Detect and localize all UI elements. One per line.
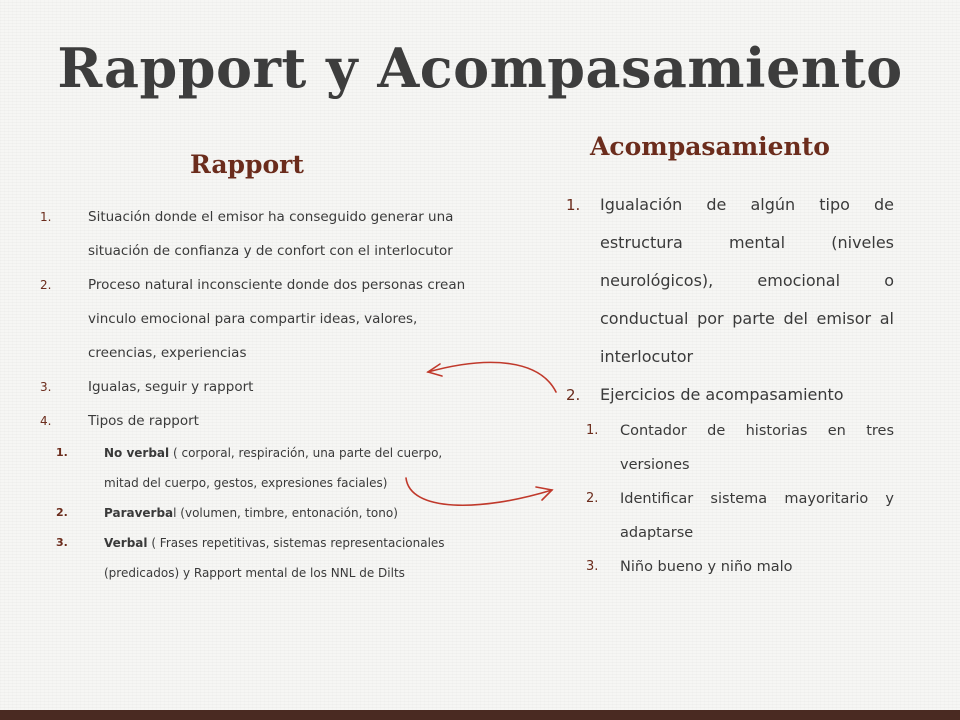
item-text: Igualas, seguir y rapport [88, 379, 254, 395]
item-text: Identificar sistema mayoritario y adaptarse [620, 491, 894, 541]
sublist-item [586, 482, 894, 550]
sublist-item [56, 438, 480, 498]
item-number: 2. [586, 491, 599, 506]
list-item [40, 370, 480, 404]
acompasamiento-list [566, 186, 894, 584]
item-label: Paraverba [104, 506, 174, 520]
item-text: Igualación de algún tipo de estructura mental (niveles neurológicos), emocional o conductual por parte del emisor al interlocutor [600, 195, 894, 366]
sublist-item [56, 528, 480, 588]
item-number: 2. [56, 506, 68, 519]
rapport-heading: Rapport [190, 150, 304, 179]
acompasamiento-sublist-wrapper [566, 414, 894, 584]
item-text: Situación donde el emisor ha conseguido generar una situación de confianza y de confort con el interlocutor [88, 209, 454, 259]
item-text: Contador de historias en tres versiones [620, 423, 894, 473]
item-text: ( corporal, respiración, una parte del cuerpo, mitad del cuerpo, gestos, expresiones faciales) [104, 446, 443, 490]
list-item [40, 200, 480, 268]
item-number: 2. [40, 278, 52, 292]
item-number: 1. [56, 446, 68, 459]
item-number: 1. [586, 423, 599, 438]
list-item [566, 376, 894, 414]
item-text: l (volumen, timbre, entonación, tono) [173, 506, 398, 520]
list-item [40, 404, 480, 438]
rapport-sublist [40, 438, 480, 588]
item-label: No verbal [104, 446, 170, 460]
item-text: ( Frases repetitivas, sistemas representacionales (predicados) y Rapport mental de los NNL de Dilts [104, 536, 445, 580]
rapport-list [40, 200, 480, 588]
list-item [40, 268, 480, 370]
arrow-to-acompasamiento-head [536, 487, 552, 500]
slide-title: Rapport y Acompasamiento [57, 36, 903, 100]
sublist-item [586, 550, 894, 584]
item-number: 2. [566, 386, 581, 404]
item-number: 3. [586, 559, 599, 574]
item-text: Tipos de rapport [88, 413, 199, 429]
item-number: 4. [40, 414, 52, 428]
item-text: Proceso natural inconsciente donde dos personas crean vinculo emocional para compartir ideas, valores, creencias, experiencias [88, 277, 466, 361]
acompasamiento-heading: Acompasamiento [590, 132, 830, 161]
item-text: Niño bueno y niño malo [620, 559, 793, 575]
item-label: Verbal [104, 536, 148, 550]
bottom-band [0, 710, 960, 720]
sublist-item [56, 498, 480, 528]
item-number: 1. [566, 196, 581, 214]
item-number: 3. [40, 380, 52, 394]
list-item [566, 186, 894, 376]
rapport-sublist-wrapper [40, 438, 480, 588]
sublist-item [586, 414, 894, 482]
item-number: 1. [40, 210, 52, 224]
item-text: Ejercicios de acompasamiento [600, 385, 844, 404]
item-number: 3. [56, 536, 68, 549]
acompasamiento-sublist [566, 414, 894, 584]
